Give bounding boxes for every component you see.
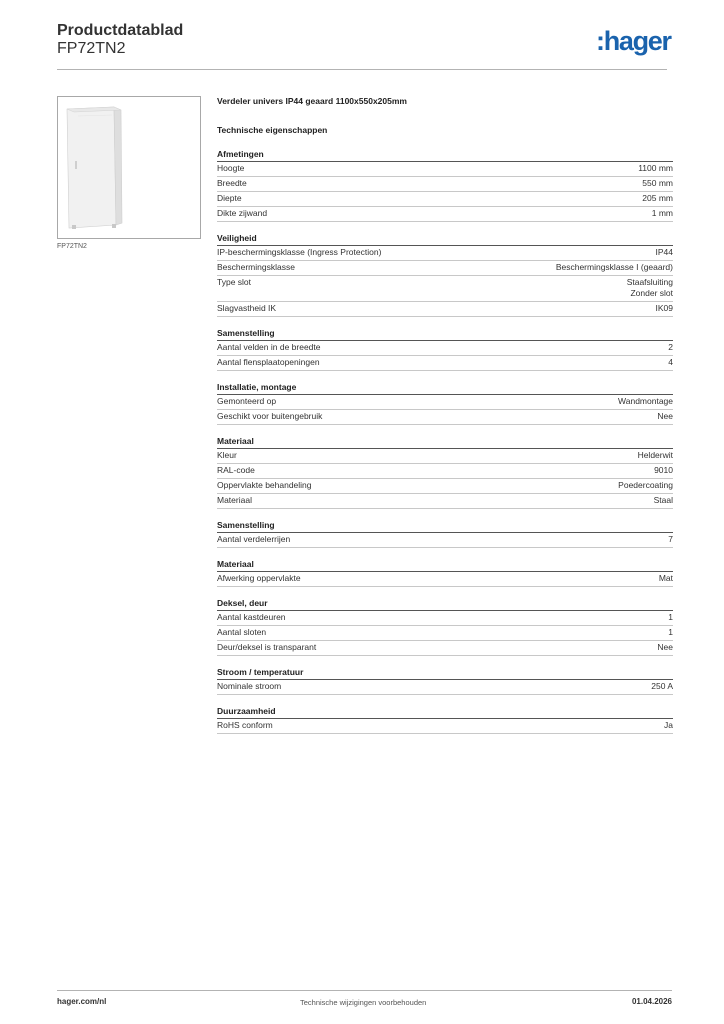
spec-value [638, 450, 673, 461]
section-gap [217, 317, 673, 328]
spec-value-line: IP44 [655, 247, 673, 257]
spec-value [652, 208, 673, 219]
spec-value [668, 627, 673, 638]
spec-label: Aantal flensplaatopeningen [217, 357, 320, 367]
spec-value-line: Beschermingsklasse I (geaard) [555, 262, 673, 272]
footer-divider [57, 990, 672, 991]
spec-value-line: Nee [657, 642, 673, 652]
section-gap [217, 656, 673, 667]
spec-content [217, 96, 673, 734]
spec-label: Aantal velden in de breedte [217, 342, 321, 352]
spec-value-line: 550 mm [642, 178, 673, 188]
section-title: Stroom / temperatuur [217, 667, 673, 680]
spec-label: Deur/deksel is transparant [217, 642, 317, 652]
spec-label: Aantal kastdeuren [217, 612, 286, 622]
spec-value [668, 357, 673, 368]
spec-row [217, 449, 673, 464]
spec-value-line: 4 [668, 357, 673, 367]
spec-value [642, 178, 673, 189]
spec-value-line: Nee [657, 411, 673, 421]
section-gap [217, 371, 673, 382]
spec-label: Afwerking oppervlakte [217, 573, 301, 583]
spec-label: Gemonteerd op [217, 396, 277, 406]
spec-label: Kleur [217, 450, 237, 460]
spec-row [217, 533, 673, 548]
spec-value-line: Ja [664, 720, 673, 730]
image-caption: FP72TN2 [57, 243, 87, 250]
spec-row [217, 356, 673, 371]
section-gap [217, 587, 673, 598]
spec-value [654, 495, 673, 506]
section-gap [217, 509, 673, 520]
spec-label: RAL-code [217, 465, 255, 475]
section-gap [217, 548, 673, 559]
hager-logo: :hager [596, 26, 671, 56]
spec-row [217, 302, 673, 317]
spec-value [556, 262, 673, 273]
spec-value-line: 9010 [654, 465, 673, 475]
spec-row [217, 494, 673, 509]
spec-row [217, 464, 673, 479]
spec-value-line: 1 [668, 612, 673, 622]
spec-value [618, 480, 673, 491]
section-gap [217, 222, 673, 233]
header-divider [57, 69, 667, 70]
product-image-frame [57, 96, 201, 239]
spec-value [657, 642, 673, 653]
spec-value [638, 163, 673, 174]
section-gap [217, 425, 673, 436]
section-title: Deksel, deur [217, 598, 673, 611]
spec-value-line: 250 A [651, 681, 673, 691]
spec-row [217, 611, 673, 626]
spec-row [217, 207, 673, 222]
spec-row [217, 177, 673, 192]
spec-value [668, 612, 673, 623]
spec-value [668, 342, 673, 353]
document-title: Productdatablad [57, 22, 184, 39]
spec-label: Beschermingsklasse [217, 262, 295, 272]
spec-value [664, 720, 673, 731]
spec-label: Diepte [217, 193, 242, 203]
spec-label: Breedte [217, 178, 247, 188]
section-title: Materiaal [217, 436, 673, 449]
spec-row [217, 162, 673, 177]
spec-value-line: Zonder slot [630, 288, 673, 298]
spec-label: Slagvastheid IK [217, 303, 277, 313]
spec-row [217, 246, 673, 261]
spec-value [657, 411, 673, 422]
product-title: Verdeler univers IP44 geaard 1100x550x205mm [217, 96, 407, 106]
spec-label: Aantal verdelerrijen [217, 534, 291, 544]
spec-value-line: 2 [668, 342, 673, 352]
spec-value-line: IK09 [655, 303, 673, 313]
section-title: Installatie, montage [217, 382, 673, 395]
spec-value [651, 681, 673, 692]
spec-value-line: Helderwit [637, 450, 673, 460]
spec-value-line: Wandmontage [618, 396, 673, 406]
spec-label: Materiaal [217, 495, 252, 505]
spec-row [217, 719, 673, 734]
footer-disclaimer: Technische wijzigingen voorbehouden [300, 998, 427, 1007]
section-title: Duurzaamheid [217, 706, 673, 719]
spec-value-line: 1 [668, 627, 673, 637]
section-title: Materiaal [217, 559, 673, 572]
spec-row [217, 572, 673, 587]
spec-value-line: 1 mm [651, 208, 673, 218]
spec-label: Hoogte [217, 163, 245, 173]
spec-value [627, 277, 673, 299]
spec-label: Type slot [217, 277, 252, 287]
footer-website: hager.com/nl [57, 997, 107, 1006]
spec-label: Oppervlakte behandeling [217, 480, 312, 490]
tech-heading: Technische eigenschappen [217, 125, 328, 135]
spec-row [217, 276, 673, 302]
spec-value [659, 573, 673, 584]
spec-value-line: Staal [653, 495, 673, 505]
spec-value-line: Staafsluiting [626, 277, 673, 287]
section-gap [217, 695, 673, 706]
spec-value-line: Mat [658, 573, 673, 583]
spec-value-line: 205 mm [642, 193, 673, 203]
spec-label: IP-beschermingsklasse (Ingress Protection) [217, 247, 382, 257]
spec-row [217, 680, 673, 695]
spec-value [618, 396, 673, 407]
spec-value-line: 7 [668, 534, 673, 544]
spec-value-line: Poedercoating [618, 480, 673, 490]
spec-value [668, 534, 673, 545]
spec-row [217, 341, 673, 356]
spec-label: RoHS conform [217, 720, 273, 730]
spec-row [217, 641, 673, 656]
spec-row [217, 626, 673, 641]
spec-value-line: 1100 mm [638, 163, 673, 173]
spec-label: Nominale stroom [217, 681, 282, 691]
spec-value [654, 465, 673, 476]
spec-value [656, 303, 674, 314]
spec-value [642, 193, 673, 204]
spec-label: Dikte zijwand [217, 208, 268, 218]
spec-sections [217, 149, 673, 734]
cabinet-image [64, 101, 124, 231]
section-title: Veiligheid [217, 233, 673, 246]
section-title: Samenstelling [217, 328, 673, 341]
spec-row [217, 410, 673, 425]
spec-label: Geschikt voor buitengebruik [217, 411, 323, 421]
spec-row [217, 192, 673, 207]
spec-row [217, 261, 673, 276]
spec-label: Aantal sloten [217, 627, 267, 637]
footer-date: 01.04.2026 [631, 997, 672, 1006]
spec-row [217, 395, 673, 410]
product-code: FP72TN2 [57, 40, 126, 57]
spec-row [217, 479, 673, 494]
section-title: Afmetingen [217, 149, 673, 162]
section-title: Samenstelling [217, 520, 673, 533]
spec-value [656, 247, 674, 258]
